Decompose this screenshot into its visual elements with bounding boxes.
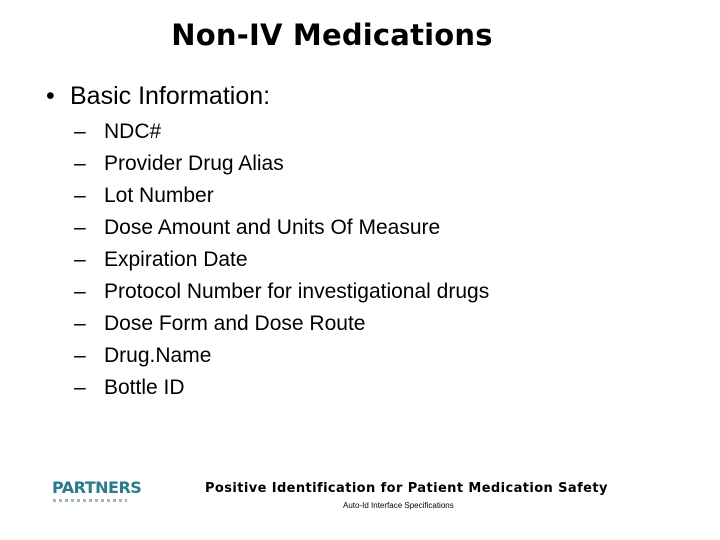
list-item [74, 180, 489, 212]
list-item [74, 212, 489, 244]
list-item-text: NDC# [104, 120, 162, 143]
list-item-text: Dose Amount and Units Of Measure [104, 216, 441, 239]
list-item [74, 116, 489, 148]
main-bullet [46, 82, 270, 111]
list-item [74, 148, 489, 180]
list-item-text: Dose Form and Dose Route [104, 312, 366, 335]
bullet-marker: • [46, 82, 55, 110]
logo-tagline-decoration [53, 499, 127, 502]
dash-marker: – [74, 280, 86, 303]
list-item-text: Expiration Date [104, 248, 248, 271]
dash-marker: – [74, 120, 86, 143]
dash-marker: – [74, 248, 86, 271]
list-item [74, 340, 489, 372]
list-item [74, 308, 489, 340]
main-bullet-text: Basic Information: [70, 82, 271, 110]
dash-marker: – [74, 312, 86, 335]
list-item-text: Bottle ID [104, 376, 185, 399]
footer-subtitle: Auto-Id Interface Specifications [343, 501, 454, 510]
dash-marker: – [74, 152, 86, 175]
list-item [74, 244, 489, 276]
dash-marker: – [74, 344, 86, 367]
partners-logo [52, 478, 142, 508]
sub-bullet-list [74, 116, 489, 404]
footer-title: Positive Identification for Patient Medication Safety [205, 481, 608, 496]
dash-marker: – [74, 184, 86, 207]
list-item-text: Drug.Name [104, 344, 212, 367]
list-item-text: Provider Drug Alias [104, 152, 284, 175]
logo-wordmark: PARTNERS [52, 478, 142, 497]
dash-marker: – [74, 216, 86, 239]
slide-title: Non-IV Medications [171, 18, 493, 52]
list-item [74, 276, 489, 308]
dash-marker: – [74, 376, 86, 399]
list-item-text: Protocol Number for investigational drugs [104, 280, 490, 303]
list-item [74, 372, 489, 404]
list-item-text: Lot Number [104, 184, 214, 207]
